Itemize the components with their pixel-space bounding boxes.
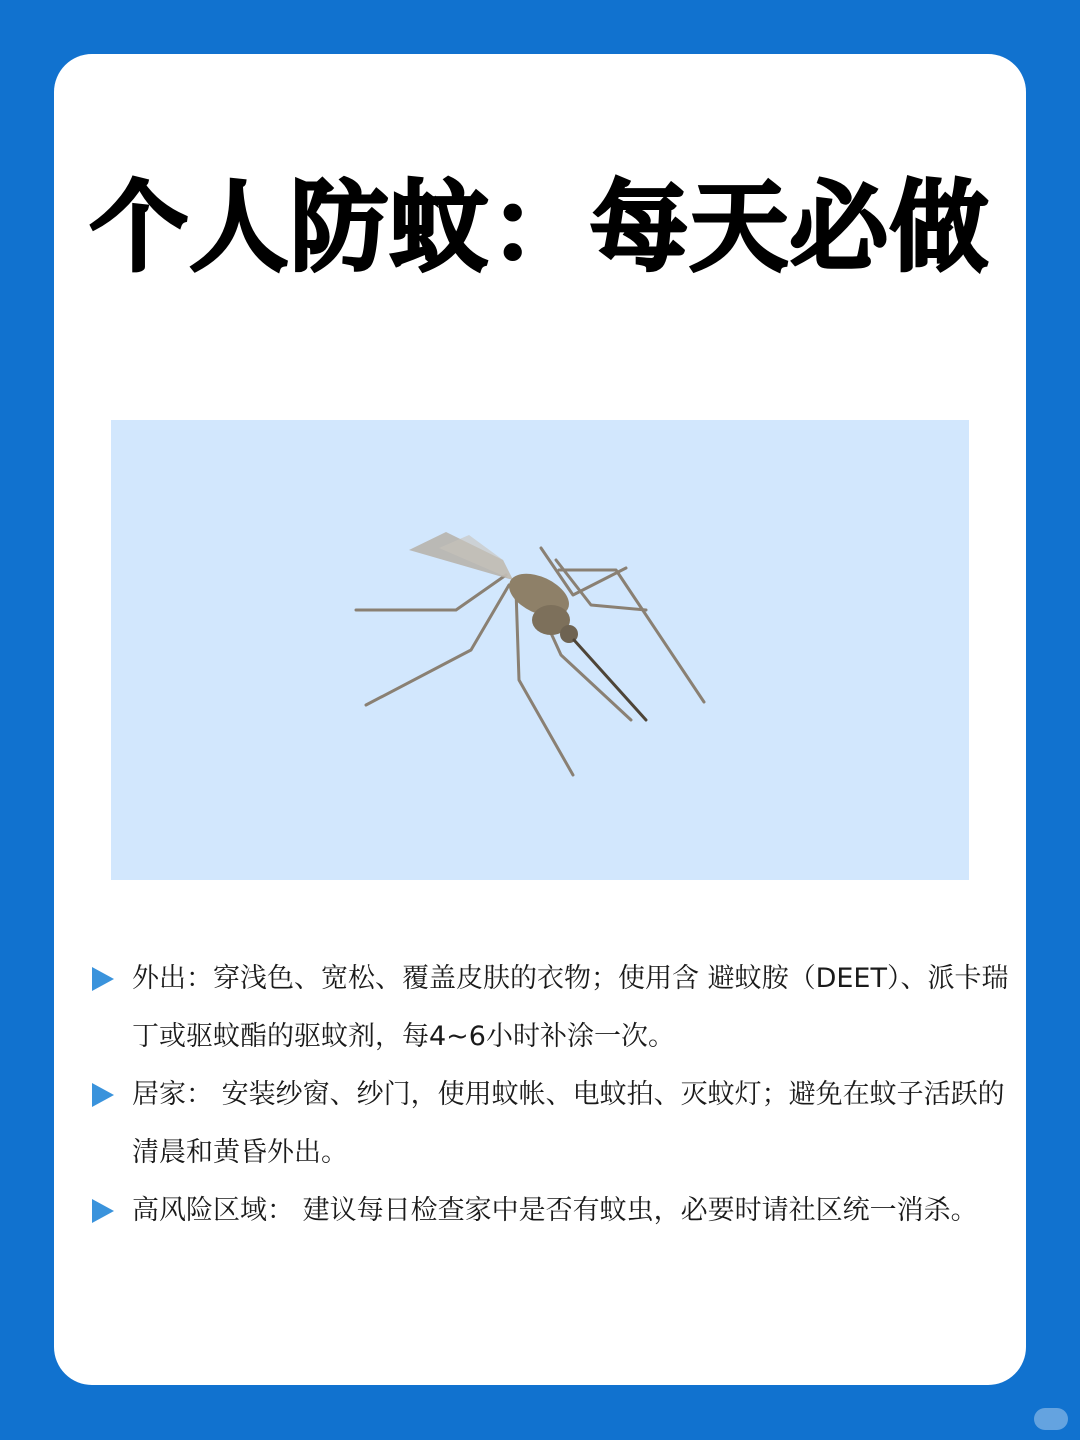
mosquito-icon xyxy=(111,420,969,880)
page-title: 个人防蚊：每天必做 xyxy=(89,171,990,285)
triangle-bullet-icon xyxy=(92,967,114,991)
triangle-bullet-icon xyxy=(92,1083,114,1107)
tip-item-outdoor xyxy=(92,950,1012,1066)
tip-item-home xyxy=(92,1066,1012,1182)
triangle-bullet-icon xyxy=(92,1199,114,1223)
tip-item-high-risk xyxy=(92,1182,1012,1240)
tip-text: 居家： 安装纱窗、纱门，使用蚊帐、电蚊拍、灭蚊灯；避免在蚊子活跃的清晨和黄昏外出。 xyxy=(132,1079,1005,1168)
mosquito-illustration xyxy=(111,420,969,880)
watermark xyxy=(1034,1408,1068,1430)
tip-text: 高风险区域： 建议每日检查家中是否有蚊虫，必要时请社区统一消杀。 xyxy=(132,1195,978,1226)
tip-text: 外出：穿浅色、宽松、覆盖皮肤的衣物；使用含 避蚊胺（DEET）、派卡瑞丁或驱蚊酯的驱蚊剂，每4~6小时补涂一次。 xyxy=(132,963,1009,1052)
tips-list xyxy=(92,950,1012,1240)
